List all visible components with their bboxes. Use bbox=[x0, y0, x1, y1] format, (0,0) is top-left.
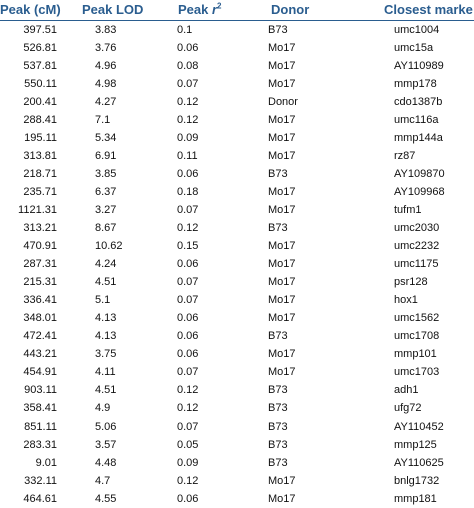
cell-donor: Mo17 bbox=[268, 294, 296, 307]
cell-peak-cm: 358.41 bbox=[23, 402, 57, 415]
table-row bbox=[0, 111, 474, 129]
cell-peak-cm: 1121.31 bbox=[18, 203, 57, 216]
cell-donor: Donor bbox=[268, 95, 298, 108]
cell-peak-cm: 200.41 bbox=[23, 95, 57, 108]
cell-peak-cm: 472.41 bbox=[23, 330, 57, 343]
cell-peak-lod: 7.1 bbox=[95, 113, 111, 126]
cell-peak-r2: 0.12 bbox=[177, 95, 199, 108]
cell-donor: Mo17 bbox=[268, 474, 296, 487]
table-row bbox=[0, 183, 474, 201]
cell-peak-r2: 0.11 bbox=[177, 149, 198, 162]
table-row bbox=[0, 255, 474, 273]
table-row bbox=[0, 39, 474, 57]
cell-donor: Mo17 bbox=[268, 113, 296, 126]
cell-donor: Mo17 bbox=[268, 203, 296, 216]
cell-peak-r2: 0.09 bbox=[177, 131, 199, 144]
cell-peak-r2: 0.05 bbox=[177, 438, 199, 451]
cell-donor: Mo17 bbox=[268, 258, 296, 271]
cell-donor: Mo17 bbox=[268, 59, 296, 72]
cell-donor: Mo17 bbox=[268, 131, 296, 144]
cell-closest-marker: AY110989 bbox=[394, 59, 444, 72]
table-body bbox=[0, 20, 474, 508]
header-peak-lod: Peak LOD bbox=[62, 0, 165, 20]
cell-peak-cm: 195.11 bbox=[24, 131, 57, 144]
cell-closest-marker: umc1175 bbox=[394, 258, 439, 271]
cell-peak-lod: 4.11 bbox=[95, 366, 116, 379]
cell-peak-r2: 0.15 bbox=[177, 240, 199, 253]
table-row bbox=[0, 129, 474, 147]
cell-closest-marker: hox1 bbox=[394, 294, 418, 307]
cell-peak-lod: 6.37 bbox=[95, 185, 117, 198]
cell-peak-cm: 903.11 bbox=[24, 384, 57, 397]
cell-donor: Mo17 bbox=[268, 77, 296, 90]
cell-peak-r2: 0.06 bbox=[177, 330, 199, 343]
cell-peak-cm: 9.01 bbox=[35, 456, 57, 469]
cell-peak-r2: 0.12 bbox=[177, 474, 199, 487]
cell-peak-r2: 0.07 bbox=[177, 276, 199, 289]
table-row bbox=[0, 399, 474, 417]
cell-donor: Mo17 bbox=[268, 312, 296, 325]
cell-peak-lod: 3.27 bbox=[95, 203, 117, 216]
cell-peak-cm: 313.21 bbox=[23, 221, 57, 234]
cell-closest-marker: mmp178 bbox=[394, 77, 437, 90]
cell-closest-marker: cdo1387b bbox=[394, 95, 443, 108]
cell-peak-r2: 0.09 bbox=[177, 456, 199, 469]
cell-peak-lod: 5.34 bbox=[95, 131, 117, 144]
cell-peak-lod: 3.57 bbox=[95, 438, 117, 451]
cell-closest-marker: rz87 bbox=[394, 149, 416, 162]
cell-donor: Mo17 bbox=[268, 276, 296, 289]
cell-peak-r2: 0.07 bbox=[177, 294, 199, 307]
cell-peak-lod: 6.91 bbox=[95, 149, 117, 162]
cell-peak-r2: 0.07 bbox=[177, 77, 199, 90]
header-peak-r2-exp: 2 bbox=[217, 1, 222, 11]
cell-peak-lod: 4.98 bbox=[95, 77, 117, 90]
table-row bbox=[0, 20, 474, 39]
cell-peak-lod: 10.62 bbox=[95, 240, 123, 253]
cell-peak-lod: 4.13 bbox=[95, 330, 117, 343]
cell-peak-cm: 332.11 bbox=[24, 474, 57, 487]
cell-donor: Mo17 bbox=[268, 240, 296, 253]
cell-peak-lod: 4.48 bbox=[95, 456, 117, 469]
cell-peak-lod: 4.27 bbox=[95, 95, 117, 108]
cell-peak-lod: 3.75 bbox=[95, 348, 117, 361]
cell-closest-marker: umc1708 bbox=[394, 330, 440, 343]
cell-peak-r2: 0.12 bbox=[177, 221, 199, 234]
table-header bbox=[0, 0, 474, 20]
cell-peak-lod: 4.96 bbox=[95, 59, 117, 72]
cell-donor: B73 bbox=[268, 420, 288, 433]
cell-peak-lod: 8.67 bbox=[95, 221, 117, 234]
cell-peak-r2: 0.06 bbox=[177, 492, 199, 505]
table-row bbox=[0, 417, 474, 435]
cell-peak-cm: 287.31 bbox=[23, 258, 57, 271]
table-row bbox=[0, 490, 474, 508]
cell-closest-marker: mmp181 bbox=[394, 492, 437, 505]
cell-peak-r2: 0.07 bbox=[177, 203, 199, 216]
cell-closest-marker: mmp101 bbox=[394, 348, 437, 361]
cell-peak-r2: 0.07 bbox=[177, 366, 199, 379]
table-row bbox=[0, 273, 474, 291]
table-row bbox=[0, 472, 474, 490]
cell-closest-marker: tufm1 bbox=[394, 203, 422, 216]
table-row bbox=[0, 75, 474, 93]
cell-peak-cm: 215.31 bbox=[23, 276, 57, 289]
table-row bbox=[0, 327, 474, 345]
cell-closest-marker: umc1562 bbox=[394, 312, 440, 325]
header-peak-r2-prefix: Peak bbox=[178, 2, 212, 18]
cell-donor: B73 bbox=[268, 384, 288, 397]
cell-donor: Mo17 bbox=[268, 185, 296, 198]
cell-donor: B73 bbox=[268, 330, 288, 343]
cell-peak-lod: 3.85 bbox=[95, 167, 117, 180]
cell-closest-marker: mmp144a bbox=[394, 131, 443, 144]
table-row bbox=[0, 436, 474, 454]
table-row bbox=[0, 454, 474, 472]
cell-peak-cm: 313.81 bbox=[23, 149, 57, 162]
cell-peak-cm: 464.61 bbox=[23, 492, 57, 505]
cell-donor: Mo17 bbox=[268, 348, 296, 361]
cell-peak-r2: 0.12 bbox=[177, 402, 199, 415]
cell-donor: Mo17 bbox=[268, 366, 296, 379]
table-row bbox=[0, 201, 474, 219]
cell-peak-cm: 397.51 bbox=[23, 23, 57, 36]
cell-peak-cm: 537.81 bbox=[23, 59, 57, 72]
cell-peak-r2: 0.18 bbox=[177, 185, 199, 198]
cell-donor: Mo17 bbox=[268, 149, 296, 162]
cell-closest-marker: AY110625 bbox=[394, 456, 444, 469]
cell-closest-marker: bnlg1732 bbox=[394, 474, 440, 487]
cell-closest-marker: psr128 bbox=[394, 276, 428, 289]
table-row bbox=[0, 381, 474, 399]
cell-peak-r2: 0.06 bbox=[177, 312, 199, 325]
cell-donor: B73 bbox=[268, 167, 288, 180]
cell-peak-lod: 5.06 bbox=[95, 420, 117, 433]
cell-peak-lod: 4.13 bbox=[95, 312, 117, 325]
cell-peak-r2: 0.1 bbox=[177, 23, 193, 36]
table-row bbox=[0, 309, 474, 327]
cell-peak-r2: 0.12 bbox=[177, 113, 199, 126]
cell-peak-cm: 218.71 bbox=[23, 167, 57, 180]
cell-donor: Mo17 bbox=[268, 492, 296, 505]
table-row bbox=[0, 345, 474, 363]
cell-closest-marker: umc2232 bbox=[394, 240, 440, 253]
cell-peak-cm: 235.71 bbox=[23, 185, 57, 198]
cell-closest-marker: umc1703 bbox=[394, 366, 440, 379]
header-peak-r2-var: r bbox=[211, 2, 218, 18]
cell-peak-r2: 0.12 bbox=[177, 384, 199, 397]
cell-peak-r2: 0.07 bbox=[177, 420, 199, 433]
cell-peak-cm: 550.11 bbox=[24, 77, 57, 90]
cell-peak-lod: 4.24 bbox=[95, 258, 117, 271]
header-peak-cm: Peak (cM) bbox=[0, 0, 62, 20]
cell-peak-r2: 0.06 bbox=[177, 41, 199, 54]
cell-peak-cm: 454.91 bbox=[23, 366, 57, 379]
cell-closest-marker: mmp125 bbox=[394, 438, 437, 451]
cell-peak-cm: 470.91 bbox=[23, 240, 57, 253]
cell-peak-lod: 4.51 bbox=[95, 276, 117, 289]
cell-closest-marker: adh1 bbox=[394, 384, 419, 397]
cell-closest-marker: umc116a bbox=[394, 113, 439, 126]
cell-peak-r2: 0.06 bbox=[177, 167, 199, 180]
cell-peak-lod: 4.7 bbox=[95, 474, 111, 487]
table-row bbox=[0, 291, 474, 309]
cell-donor: B73 bbox=[268, 438, 288, 451]
cell-donor: B73 bbox=[268, 402, 288, 415]
cell-donor: B73 bbox=[268, 456, 288, 469]
cell-peak-cm: 348.01 bbox=[23, 312, 57, 325]
cell-peak-lod: 3.76 bbox=[95, 41, 117, 54]
cell-peak-cm: 851.11 bbox=[24, 420, 57, 433]
cell-peak-lod: 5.1 bbox=[95, 294, 111, 307]
header-donor: Donor bbox=[263, 0, 351, 20]
cell-closest-marker: ufg72 bbox=[394, 402, 422, 415]
cell-donor: Mo17 bbox=[268, 41, 296, 54]
table-row bbox=[0, 93, 474, 111]
table-row bbox=[0, 363, 474, 381]
cell-peak-cm: 336.41 bbox=[23, 294, 57, 307]
table-row bbox=[0, 219, 474, 237]
cell-closest-marker: AY110452 bbox=[394, 420, 444, 433]
cell-peak-r2: 0.06 bbox=[177, 348, 199, 361]
cell-peak-cm: 283.31 bbox=[23, 438, 57, 451]
table-row bbox=[0, 237, 474, 255]
cell-donor: B73 bbox=[268, 23, 288, 36]
cell-closest-marker: umc1004 bbox=[394, 23, 440, 36]
cell-peak-lod: 4.51 bbox=[95, 384, 117, 397]
cell-closest-marker: AY109968 bbox=[394, 185, 445, 198]
cell-peak-r2: 0.08 bbox=[177, 59, 199, 72]
table-row bbox=[0, 165, 474, 183]
table-row bbox=[0, 57, 474, 75]
table-row bbox=[0, 147, 474, 165]
cell-closest-marker: umc15a bbox=[394, 41, 434, 54]
cell-peak-lod: 3.83 bbox=[95, 23, 117, 36]
header-peak-r2 bbox=[165, 0, 263, 20]
header-row bbox=[0, 0, 474, 20]
cell-peak-r2: 0.06 bbox=[177, 258, 199, 271]
cell-peak-cm: 443.21 bbox=[23, 348, 57, 361]
header-closest-marker: Closest marke bbox=[351, 0, 474, 20]
cell-peak-lod: 4.55 bbox=[95, 492, 117, 505]
cell-closest-marker: AY109870 bbox=[394, 167, 445, 180]
cell-closest-marker: umc2030 bbox=[394, 221, 440, 234]
cell-peak-cm: 526.81 bbox=[23, 41, 57, 54]
cell-peak-cm: 288.41 bbox=[23, 113, 57, 126]
cell-peak-lod: 4.9 bbox=[95, 402, 111, 415]
cell-donor: B73 bbox=[268, 221, 288, 234]
